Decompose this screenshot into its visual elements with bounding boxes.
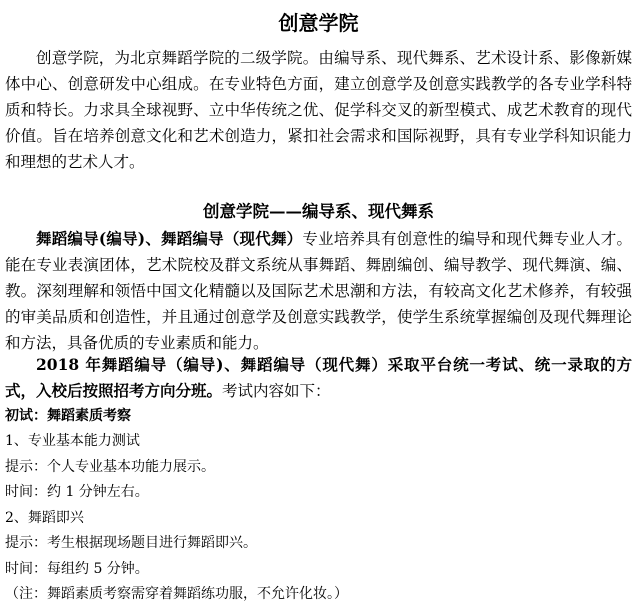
dance-paragraph-lead: 舞蹈编导(编导)、舞蹈编导（现代舞） bbox=[36, 229, 303, 248]
list-item-1: 1、专业基本能力测试 bbox=[5, 433, 140, 449]
exam-paragraph-lead: 2018 年舞蹈编导（编导)、舞蹈编导（现代舞）采取平台统一考试、统一录取的方式，入校后按照招考方向分班。 bbox=[5, 355, 632, 400]
list-item-2: 2、舞蹈即兴 bbox=[5, 510, 84, 526]
hint-1: 提示：个人专业基本功能力展示。 bbox=[5, 459, 215, 475]
exam-paragraph bbox=[5, 352, 632, 404]
document-title: 创意学院 bbox=[278, 11, 359, 35]
intro-paragraph: 创意学院，为北京舞蹈学院的二级学院。由编导系、现代舞系、艺术设计系、影像新媒体中心、创意研发中心组成。在专业特色方面，建立创意学及创意实践教学的各专业学科特质和特长。力求具全球视野、立中华传统之优、促学科交叉的新型模式、成艺术教育的现代价值。旨在培养创意文化和艺术创造力，紧扣社会需求和国际视野，具有专业学科知识能力和理想的艺术人才。 bbox=[5, 49, 632, 171]
hint-2: 提示：考生根据现场题目进行舞蹈即兴。 bbox=[5, 535, 257, 551]
section-subtitle: 创意学院——编导系、现代舞系 bbox=[203, 202, 434, 221]
dance-paragraph-body: 专业培养具有创意性的编导和现代舞专业人才。能在专业表演团体，艺术院校及群文系统从事舞蹈、舞剧编创、编导教学、现代舞演、编、教。深刻理解和领悟中国文化精髓以及国际艺术思潮和方法，有较高文化艺术修养，有较强的审美品质和创造性，并且通过创意学及创意实践教学，使学生系统掌握编创及现代舞理论和方法，具备优质的专业素质和能力。 bbox=[5, 230, 632, 352]
prelim-heading: 初试：舞蹈素质考察 bbox=[5, 408, 131, 424]
time-2: 时间：每组约 5 分钟。 bbox=[5, 561, 149, 577]
exam-paragraph-body: 考试内容如下： bbox=[222, 382, 331, 400]
dance-paragraph bbox=[5, 226, 632, 356]
note: （注：舞蹈素质考察需穿着舞蹈练功服，不允许化妆。） bbox=[5, 586, 348, 602]
time-1: 时间：约 1 分钟左右。 bbox=[5, 484, 149, 500]
